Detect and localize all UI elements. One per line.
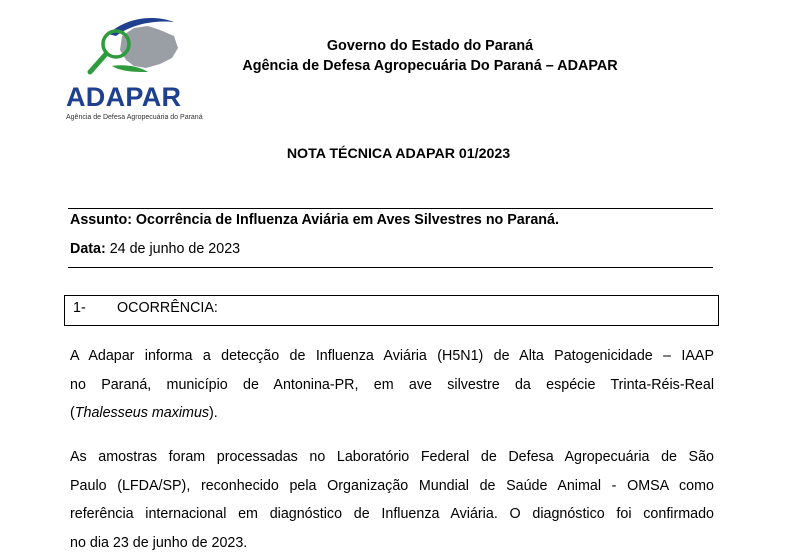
paragraph1-paren-open: ( [70,405,75,421]
date-value: 24 de junho de 2023 [106,241,240,257]
paragraph-occurrence [70,342,714,428]
paragraph1-line2: no Paraná, município de Antonina-PR, em ave silvestre da espécie Trinta-Réis-Real [70,371,714,400]
subject-line: Assunto: Ocorrência de Influenza Aviária em Aves Silvestres no Paraná. [70,211,559,229]
adapar-magnifier-map-icon [82,14,182,84]
paragraph2-line1: As amostras foram processadas no Laboratório Federal de Defesa Agropecuária de São [70,443,714,472]
paragraph1-paren-close: ). [209,405,218,421]
date-label: Data: [70,241,106,257]
section-title: OCORRÊNCIA: [117,299,218,317]
paragraph2-line2: Paulo (LFDA/SP), reconhecido pela Organização Mundial de Saúde Animal - OMSA como [70,472,714,501]
header-titles [195,36,665,76]
paragraph1-line3 [70,399,714,428]
logo-tagline: Agência de Defesa Agropecuária do Paraná [66,114,203,121]
note-title-text: NOTA TÉCNICA ADAPAR 01/2023 [287,146,510,162]
bottom-rule [68,267,713,268]
section-heading-box [64,295,719,326]
logo-wordmark: ADAPAR [66,84,181,111]
paragraph2-line3: referência internacional em diagnóstico de Influenza Aviária. O diagnóstico foi confirmado [70,500,714,529]
section-number: 1- [73,299,86,317]
note-title [0,145,789,163]
paragraph-samples [70,443,714,557]
date-line [70,240,240,258]
paragraph1-line1: A Adapar informa a detecção de Influenza Aviária (H5N1) de Alta Patogenicidade – IAAP [70,342,714,371]
paragraph2-line4: no dia 23 de junho de 2023. [70,529,714,557]
top-rule [68,208,713,209]
header-agency-line: Agência de Defesa Agropecuária Do Paraná – ADAPAR [195,56,665,76]
adapar-logo [62,14,197,119]
species-name: Thalesseus maximus [75,405,209,421]
header-government-line: Governo do Estado do Paraná [195,36,665,56]
